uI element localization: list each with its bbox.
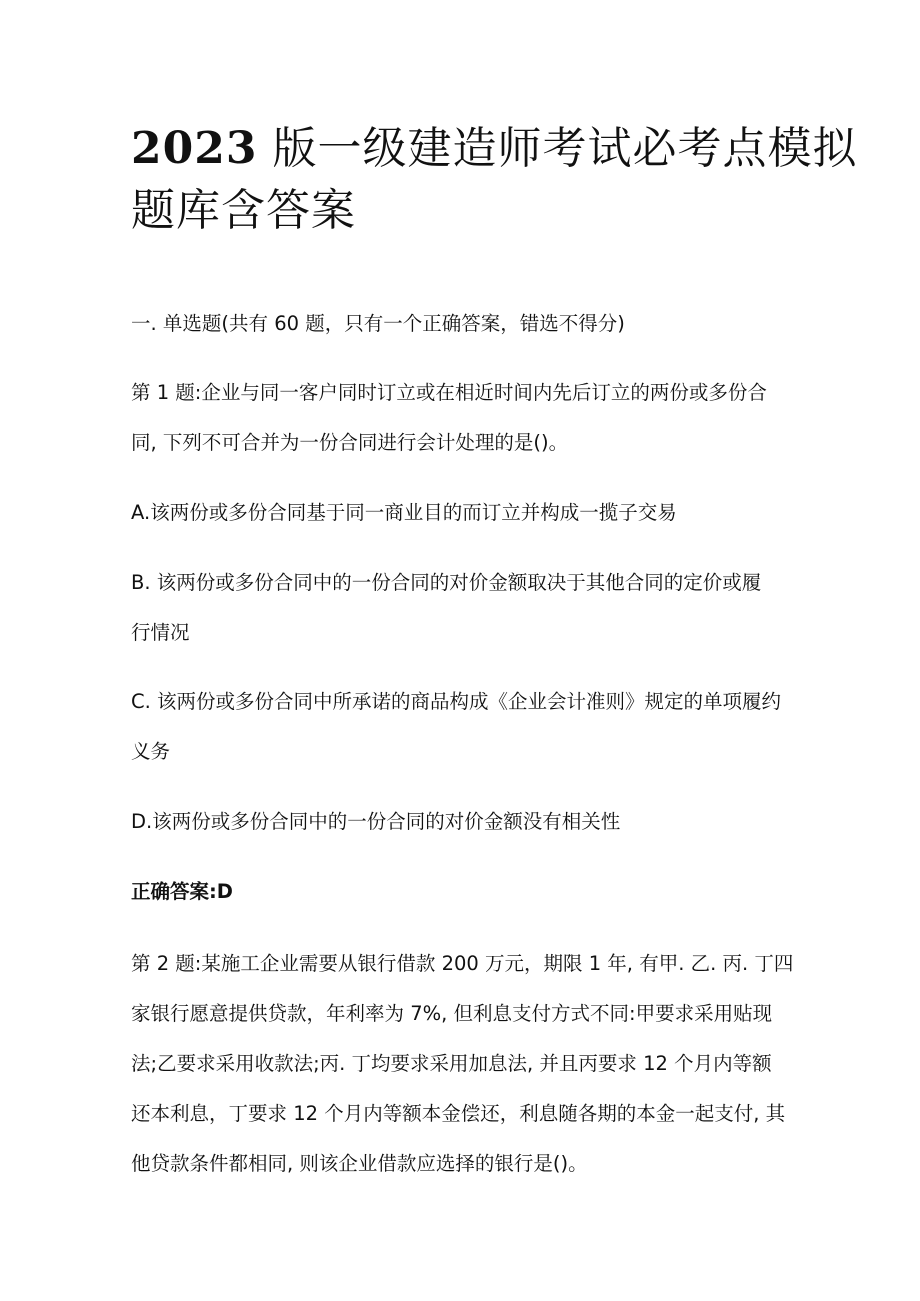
option-b-line-2: 行情况 (131, 621, 190, 644)
question-1-option-c (131, 677, 795, 777)
question-1-text (131, 368, 795, 468)
section-heading-text: 一. 单选题(共有 60 题，只有一个正确答案，错选不得分) (131, 312, 625, 335)
question-2-line-5: 他贷款条件都相同, 则该企业借款应选择的银行是()。 (131, 1152, 588, 1175)
question-1-answer (131, 867, 795, 917)
question-1-line-1: 第 1 题:企业与同一客户同时订立或在相近时间内先后订立的两份或多份合 (131, 381, 767, 404)
question-2-line-4: 还本利息，丁要求 12 个月内等额本金偿还，利息随各期的本金一起支付, 其 (131, 1102, 786, 1125)
option-a-text: A.该两份或多份合同基于同一商业目的而订立并构成一揽子交易 (131, 501, 677, 524)
option-b-line-1: B. 该两份或多份合同中的一份合同的对价金额取决于其他合同的定价或履 (131, 571, 762, 594)
option-c-line-1: C. 该两份或多份合同中所承诺的商品构成《企业会计准则》规定的单项履约 (131, 690, 782, 713)
question-2-line-1: 第 2 题:某施工企业需要从银行借款 200 万元，期限 1 年, 有甲. 乙. 丙. 丁四 (131, 952, 794, 975)
document-title (131, 118, 858, 242)
answer-text: 正确答案:D (131, 880, 233, 903)
option-c-line-2: 义务 (131, 740, 171, 763)
question-2-line-3: 法;乙要求采用收款法;丙. 丁均要求采用加息法, 并且丙要求 12 个月内等额 (131, 1052, 772, 1075)
section-heading (131, 299, 795, 349)
question-2-line-2: 家银行愿意提供贷款，年利率为 7%, 但利息支付方式不同:甲要求采用贴现 (131, 1002, 773, 1025)
title-line-1 (131, 118, 858, 180)
question-1-line-2: 同, 下列不可合并为一份合同进行会计处理的是()。 (131, 431, 569, 454)
option-d-text: D.该两份或多份合同中的一份合同的对价金额没有相关性 (131, 810, 621, 833)
title-line-2: 题库含答案 (131, 185, 356, 236)
question-2-text (131, 939, 795, 1189)
title-year: 2023 (131, 123, 258, 174)
question-1-option-d (131, 797, 795, 847)
question-1-option-a (131, 488, 795, 538)
title-line-1-text: 版一级建造师考试必考点模拟 (272, 123, 858, 174)
question-1-option-b (131, 558, 795, 658)
